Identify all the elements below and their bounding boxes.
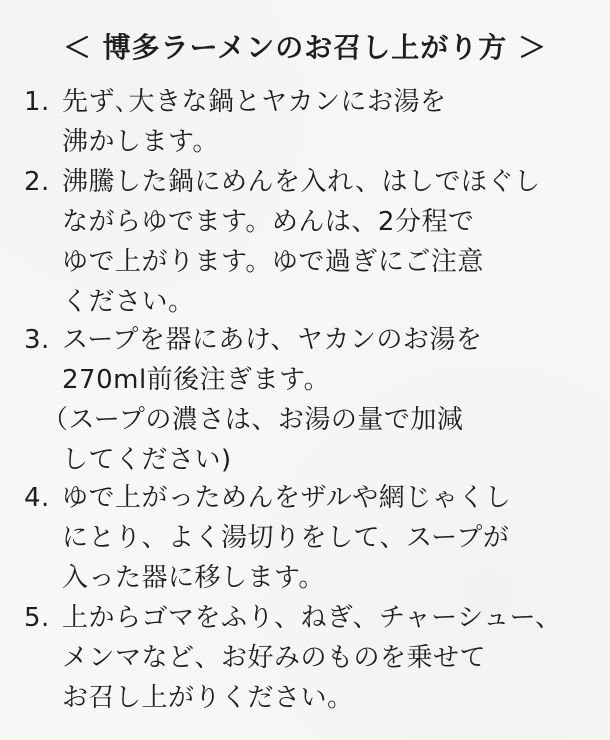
step-5-line-3: お召し上がりください。 [62, 683, 354, 713]
step-4 [24, 478, 604, 598]
step-5-line-1 [24, 598, 604, 638]
step-number: 3. [24, 325, 50, 355]
step-number: 4. [24, 483, 50, 513]
step-1-line-2: 沸かします。 [62, 127, 219, 157]
step-text: ゆで上がっためんをザルや網じゃくし [62, 483, 512, 513]
step-3-line-1 [24, 320, 604, 360]
step-2 [24, 162, 604, 322]
step-text: スープを器にあけ、ヤカンのお湯を [62, 325, 483, 355]
step-number: 1. [24, 87, 50, 117]
step-2-line-2: ながらゆでます。めんは、2分程で [62, 207, 475, 237]
step-text: 上からゴマをふり、ねぎ、チャーシュー、 [62, 603, 562, 633]
step-number: 5. [24, 603, 50, 633]
step-5-line-2: メンマなど、お好みのものを乗せて [62, 643, 487, 673]
step-text: 沸騰した鍋にめんを入れ、はしでほぐし [62, 167, 541, 197]
step-2-line-1 [24, 162, 604, 202]
step-3-line-3: （スープの濃さは、お湯の量で加減 [42, 405, 464, 435]
page-title: ＜ 博多ラーメンのお召し上がり方 ＞ [62, 31, 548, 64]
step-4-line-2: にとり、よく湯切りをして、スープが [62, 523, 510, 553]
step-4-line-1 [24, 478, 604, 518]
step-4-line-3: 入った器に移します。 [62, 563, 325, 593]
step-2-line-3: ゆで上がります。ゆで過ぎにご注意 [62, 247, 484, 277]
step-3 [24, 320, 604, 480]
step-3-line-4: してください) [62, 445, 232, 475]
step-number: 2. [24, 167, 50, 197]
step-2-line-4: ください。 [62, 287, 195, 317]
step-1 [24, 82, 604, 162]
step-1-line-1 [24, 82, 604, 122]
step-5 [24, 598, 604, 718]
step-text: 先ず､大きな鍋とヤカンにお湯を [62, 87, 447, 117]
step-3-line-2: 270ml前後注ぎます。 [62, 365, 331, 395]
